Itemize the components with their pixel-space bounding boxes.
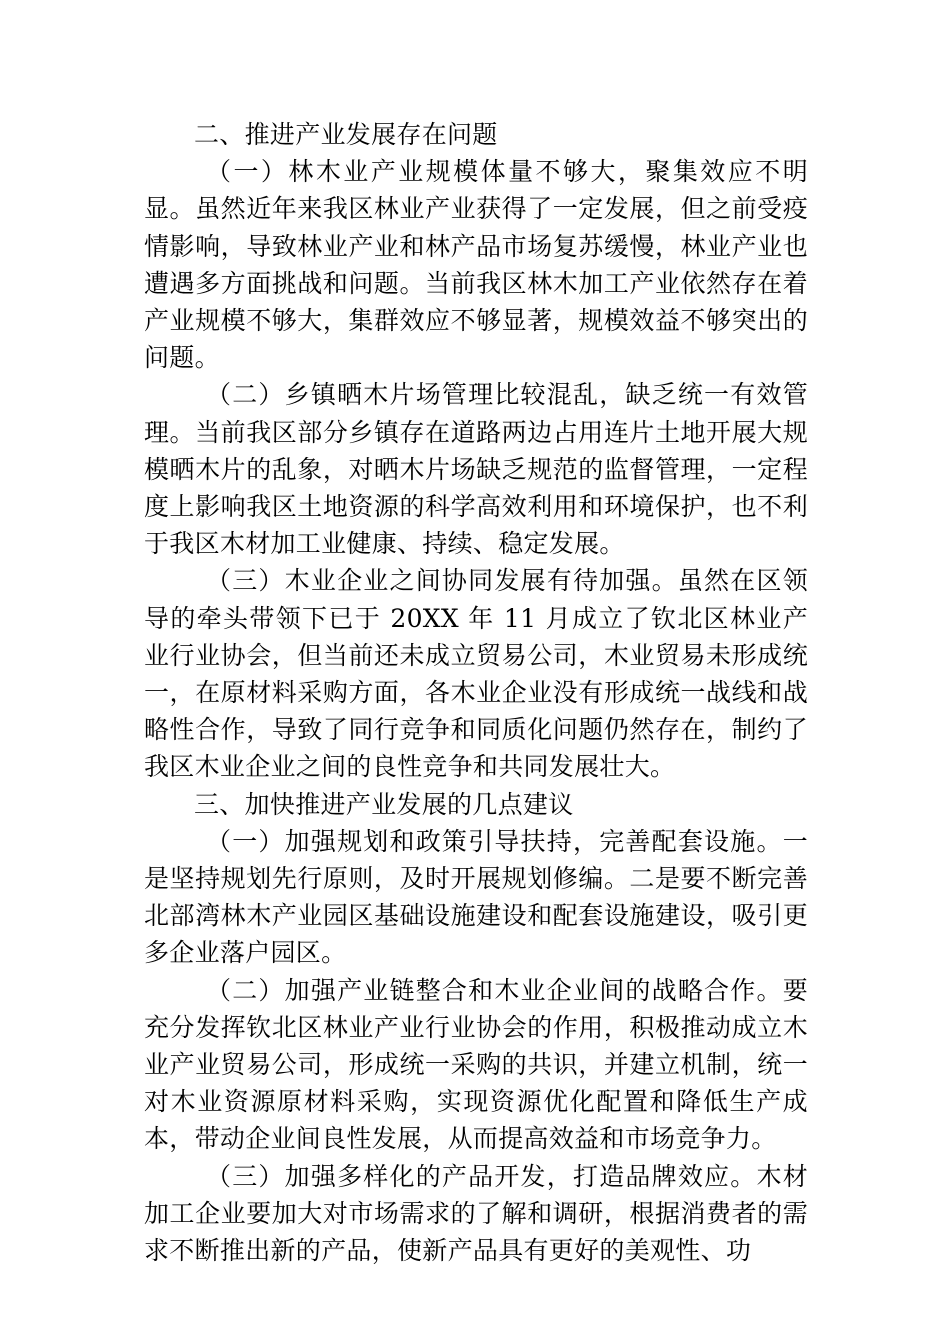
paragraph-3-2: （二）加强产业链整合和木业企业间的战略合作。要充分发挥钦北区林业产业行业协会的作用，积极推动成立木业产业贸易公司，形成统一采购的共识，并建立机制，统一对木业资源原材料采购，实现资源优化配置和降低生产成本，带动企业间良性发展，从而提高效益和市场竞争力。 [144, 975, 808, 1154]
section-heading-2: 二、推进产业发展存在问题 [194, 120, 498, 149]
section-heading-3: 三、加快推进产业发展的几点建议 [194, 789, 574, 819]
paragraph-3-1: （一）加强规划和政策引导扶持，完善配套设施。一是坚持规划先行原则，及时开展规划修编。二是要不断完善北部湾林木产业园区基础设施建设和配套设施建设，吸引更多企业落户园区。 [144, 826, 808, 968]
paragraph-3-3: （三）加强多样化的产品开发，打造品牌效应。木材加工企业要加大对市场需求的了解和调研，根据消费者的需求不断推出新的产品，使新产品具有更好的美观性、功 [144, 1161, 808, 1266]
paragraph-2-1: （一）林木业产业规模体量不够大，聚集效应不明显。虽然近年来我区林业产业获得了一定发展，但之前受疫情影响，导致林业产业和林产品市场复苏缓慢，林业产业也遭遇多方面挑战和问题。当前我区林木加工产业依然存在着产业规模不够大，集群效应不够显著，规模效益不够突出的问题。 [144, 157, 808, 373]
paragraph-2-2: （二）乡镇晒木片场管理比较混乱，缺乏统一有效管理。当前我区部分乡镇存在道路两边占用连片土地开展大规模晒木片的乱象，对晒木片场缺乏规范的监督管理，一定程度上影响我区土地资源的科学高效利用和环境保护，也不利于我区木材加工业健康、持续、稳定发展。 [144, 380, 808, 559]
document-body [144, 116, 808, 1269]
paragraph-2-3: （三）木业企业之间协同发展有待加强。虽然在区领导的牵头带领下已于 20XX 年 11 月成立了钦北区林业产业行业协会，但当前还未成立贸易公司，木业贸易未形成统一，在原材料采购方面，各木业企业没有形成统一战线和战略性合作，导致了同行竞争和同质化问题仍然存在，制约了我区木业企业之间的良性竞争和共同发展壮大。 [144, 566, 808, 782]
